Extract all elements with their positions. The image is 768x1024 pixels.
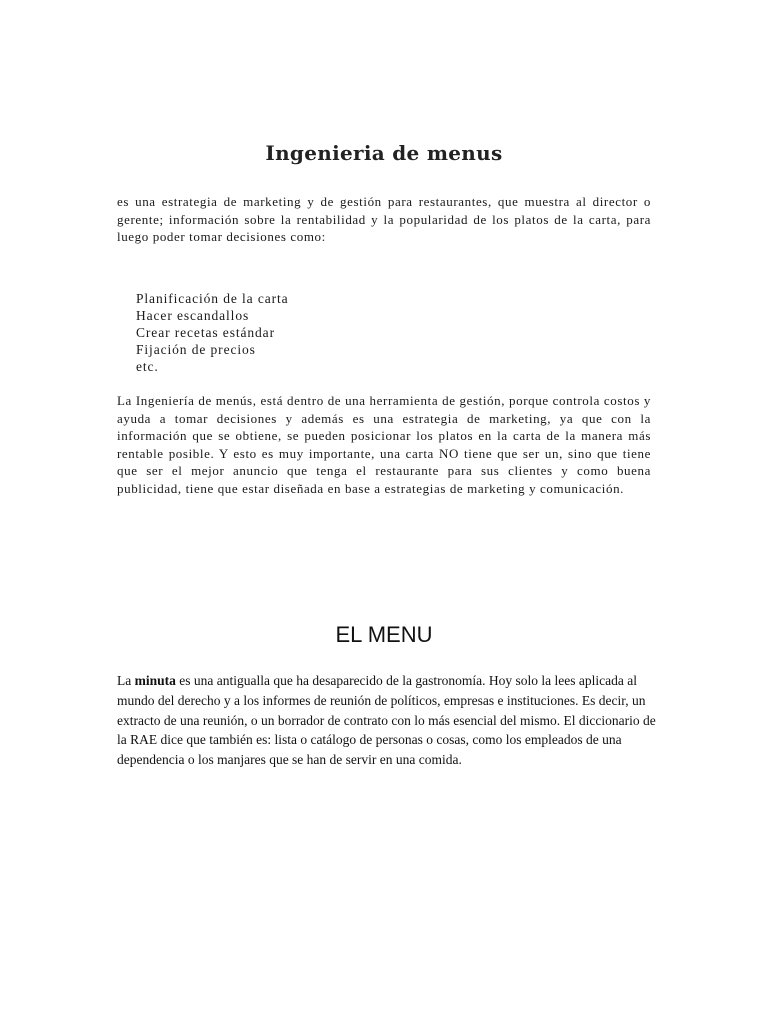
intro-paragraph: es una estrategia de marketing y de gestión para restaurantes, que muestra al director o gerente; información sobre la rentabilidad y la popularidad de los platos de la carta, para luego poder tomar decisiones como: — [117, 194, 651, 244]
second-paragraph: La Ingeniería de menús, está dentro de una herramienta de gestión, porque controla costos y ayuda a tomar decisiones y además es una estrategia de marketing, ya que con la información que se obtiene, se pueden posicionar los platos en la carta de la manera más rentable posible. Y esto es muy importante, una carta NO tiene que ser un, sino que tiene que ser el mejor anuncio que tenga el restaurante para sus clientes y como buena publicidad, tiene que estar diseñada en base a estrategias de marketing y comunicación. — [117, 393, 651, 496]
list-item: Hacer escandallos — [136, 308, 250, 323]
decision-list — [136, 290, 289, 375]
list-item: Fijación de precios — [136, 342, 256, 357]
document-title: Ingenieria de menus — [265, 141, 503, 165]
menu-paragraph-rest: es una antigualla que ha desaparecido de la gastronomía. Hoy solo la lees aplicada al mundo del derecho y a los informes de reunión de políticos, empresas e instituciones. Es decir, un extracto de una reunión, o un borrador de contrato con lo más esencial del mismo. El diccionario de la RAE dice que también es: lista o catálogo de personas o cosas, como los empleados de una dependencia o los manjares que se han de servir en una comida. — [117, 673, 656, 768]
list-item: Crear recetas estándar — [136, 325, 275, 340]
menu-paragraph — [117, 671, 657, 770]
menu-paragraph-lead: La — [117, 673, 132, 688]
menu-paragraph-bold-term: minuta — [134, 673, 176, 688]
list-item: Planificación de la carta — [136, 291, 289, 306]
section-heading: EL MENU — [335, 622, 433, 647]
list-item: etc. — [136, 359, 159, 374]
